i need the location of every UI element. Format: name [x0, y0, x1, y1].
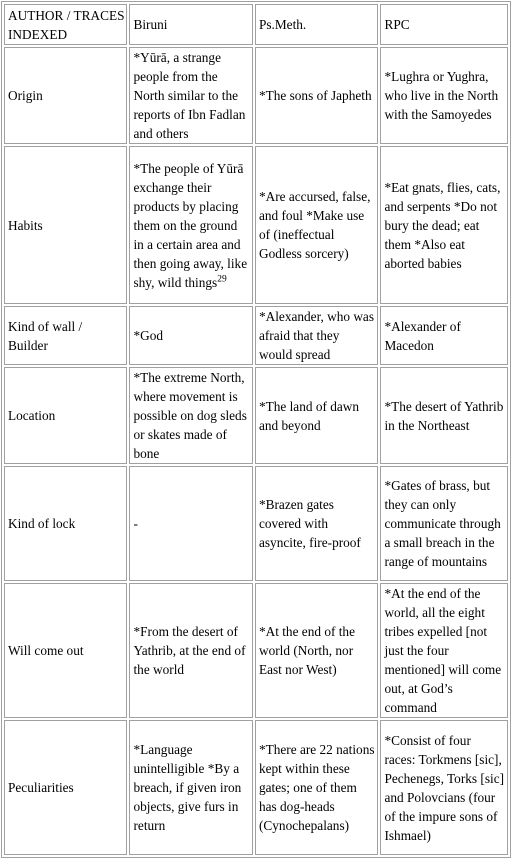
header-rpc: RPC: [380, 4, 508, 45]
row-label: Habits: [4, 146, 127, 304]
table-row-kind-of-lock: [4, 466, 508, 581]
cell-rpc: *The desert of Yathrib in the Northeast: [380, 367, 508, 464]
cell-rpc: *Alexander of Macedon: [380, 306, 508, 365]
cell-ps-meth: *The land of dawn and beyond: [255, 367, 378, 464]
cell-ps-meth: *At the end of the world (North, nor East nor West): [255, 583, 378, 718]
row-label: Will come out: [4, 583, 127, 718]
header-author-traces: AUTHOR / TRACES INDEXED: [4, 4, 127, 45]
cell-ps-meth: *The sons of Japheth: [255, 47, 378, 144]
cell-ps-meth: *Are accursed, false, and foul *Make use of (ineffectual Godless sorcery): [255, 146, 378, 304]
cell-biruni: *Yūrā, a strange people from the North similar to the reports of Ibn Fadlan and others: [129, 47, 252, 144]
header-biruni: Biruni: [129, 4, 252, 45]
row-label: Kind of lock: [4, 466, 127, 581]
cell-biruni-text: *The people of Yūrā exchange their products by placing them on the ground in a certain area and then going away, like shy, wild things: [133, 160, 248, 290]
table-row-peculiarities: [4, 720, 508, 855]
comparison-table: [1, 1, 511, 858]
table-row-location: [4, 367, 508, 464]
cell-biruni: *The extreme North, where movement is possible on dog sleds or skates made of bone: [129, 367, 252, 464]
row-label: Origin: [4, 47, 127, 144]
cell-rpc: *Gates of brass, but they can only communicate through a small breach in the range of mountains: [380, 466, 508, 581]
cell-biruni: [129, 146, 252, 304]
cell-rpc: *Eat gnats, flies, cats, and serpents *Do not bury the dead; eat them *Also eat aborted babies: [380, 146, 508, 304]
header-ps-meth: Ps.Meth.: [255, 4, 378, 45]
table-row-origin: [4, 47, 508, 144]
row-label: Kind of wall / Builder: [4, 306, 127, 365]
header-row: [4, 4, 508, 45]
footnote-marker: 29: [217, 274, 227, 285]
cell-rpc: *Consist of four races: Torkmens [sic], Pechenegs, Torks [sic] and Polovcians (four of the impure sons of Ishmael): [380, 720, 508, 855]
cell-biruni: *God: [129, 306, 252, 365]
cell-biruni: *From the desert of Yathrib, at the end of the world: [129, 583, 252, 718]
row-label: Peculiarities: [4, 720, 127, 855]
cell-ps-meth: *There are 22 nations kept within these gates; one of them has dog-heads (Cynochepalans): [255, 720, 378, 855]
table-row-kind-of-wall: [4, 306, 508, 365]
cell-rpc: *Lughra or Yughra, who live in the North with the Samoyedes: [380, 47, 508, 144]
cell-rpc: *At the end of the world, all the eight tribes expelled [not just the four mentioned] will come out, at God’s command: [380, 583, 508, 718]
table-row-will-come-out: [4, 583, 508, 718]
cell-biruni: *Language unintelligible *By a breach, if given iron objects, give furs in return: [129, 720, 252, 855]
table-row-habits: [4, 146, 508, 304]
cell-ps-meth: *Brazen gates covered with asyncite, fire-proof: [255, 466, 378, 581]
cell-ps-meth: *Alexander, who was afraid that they would spread: [255, 306, 378, 365]
cell-biruni: -: [129, 466, 252, 581]
row-label: Location: [4, 367, 127, 464]
